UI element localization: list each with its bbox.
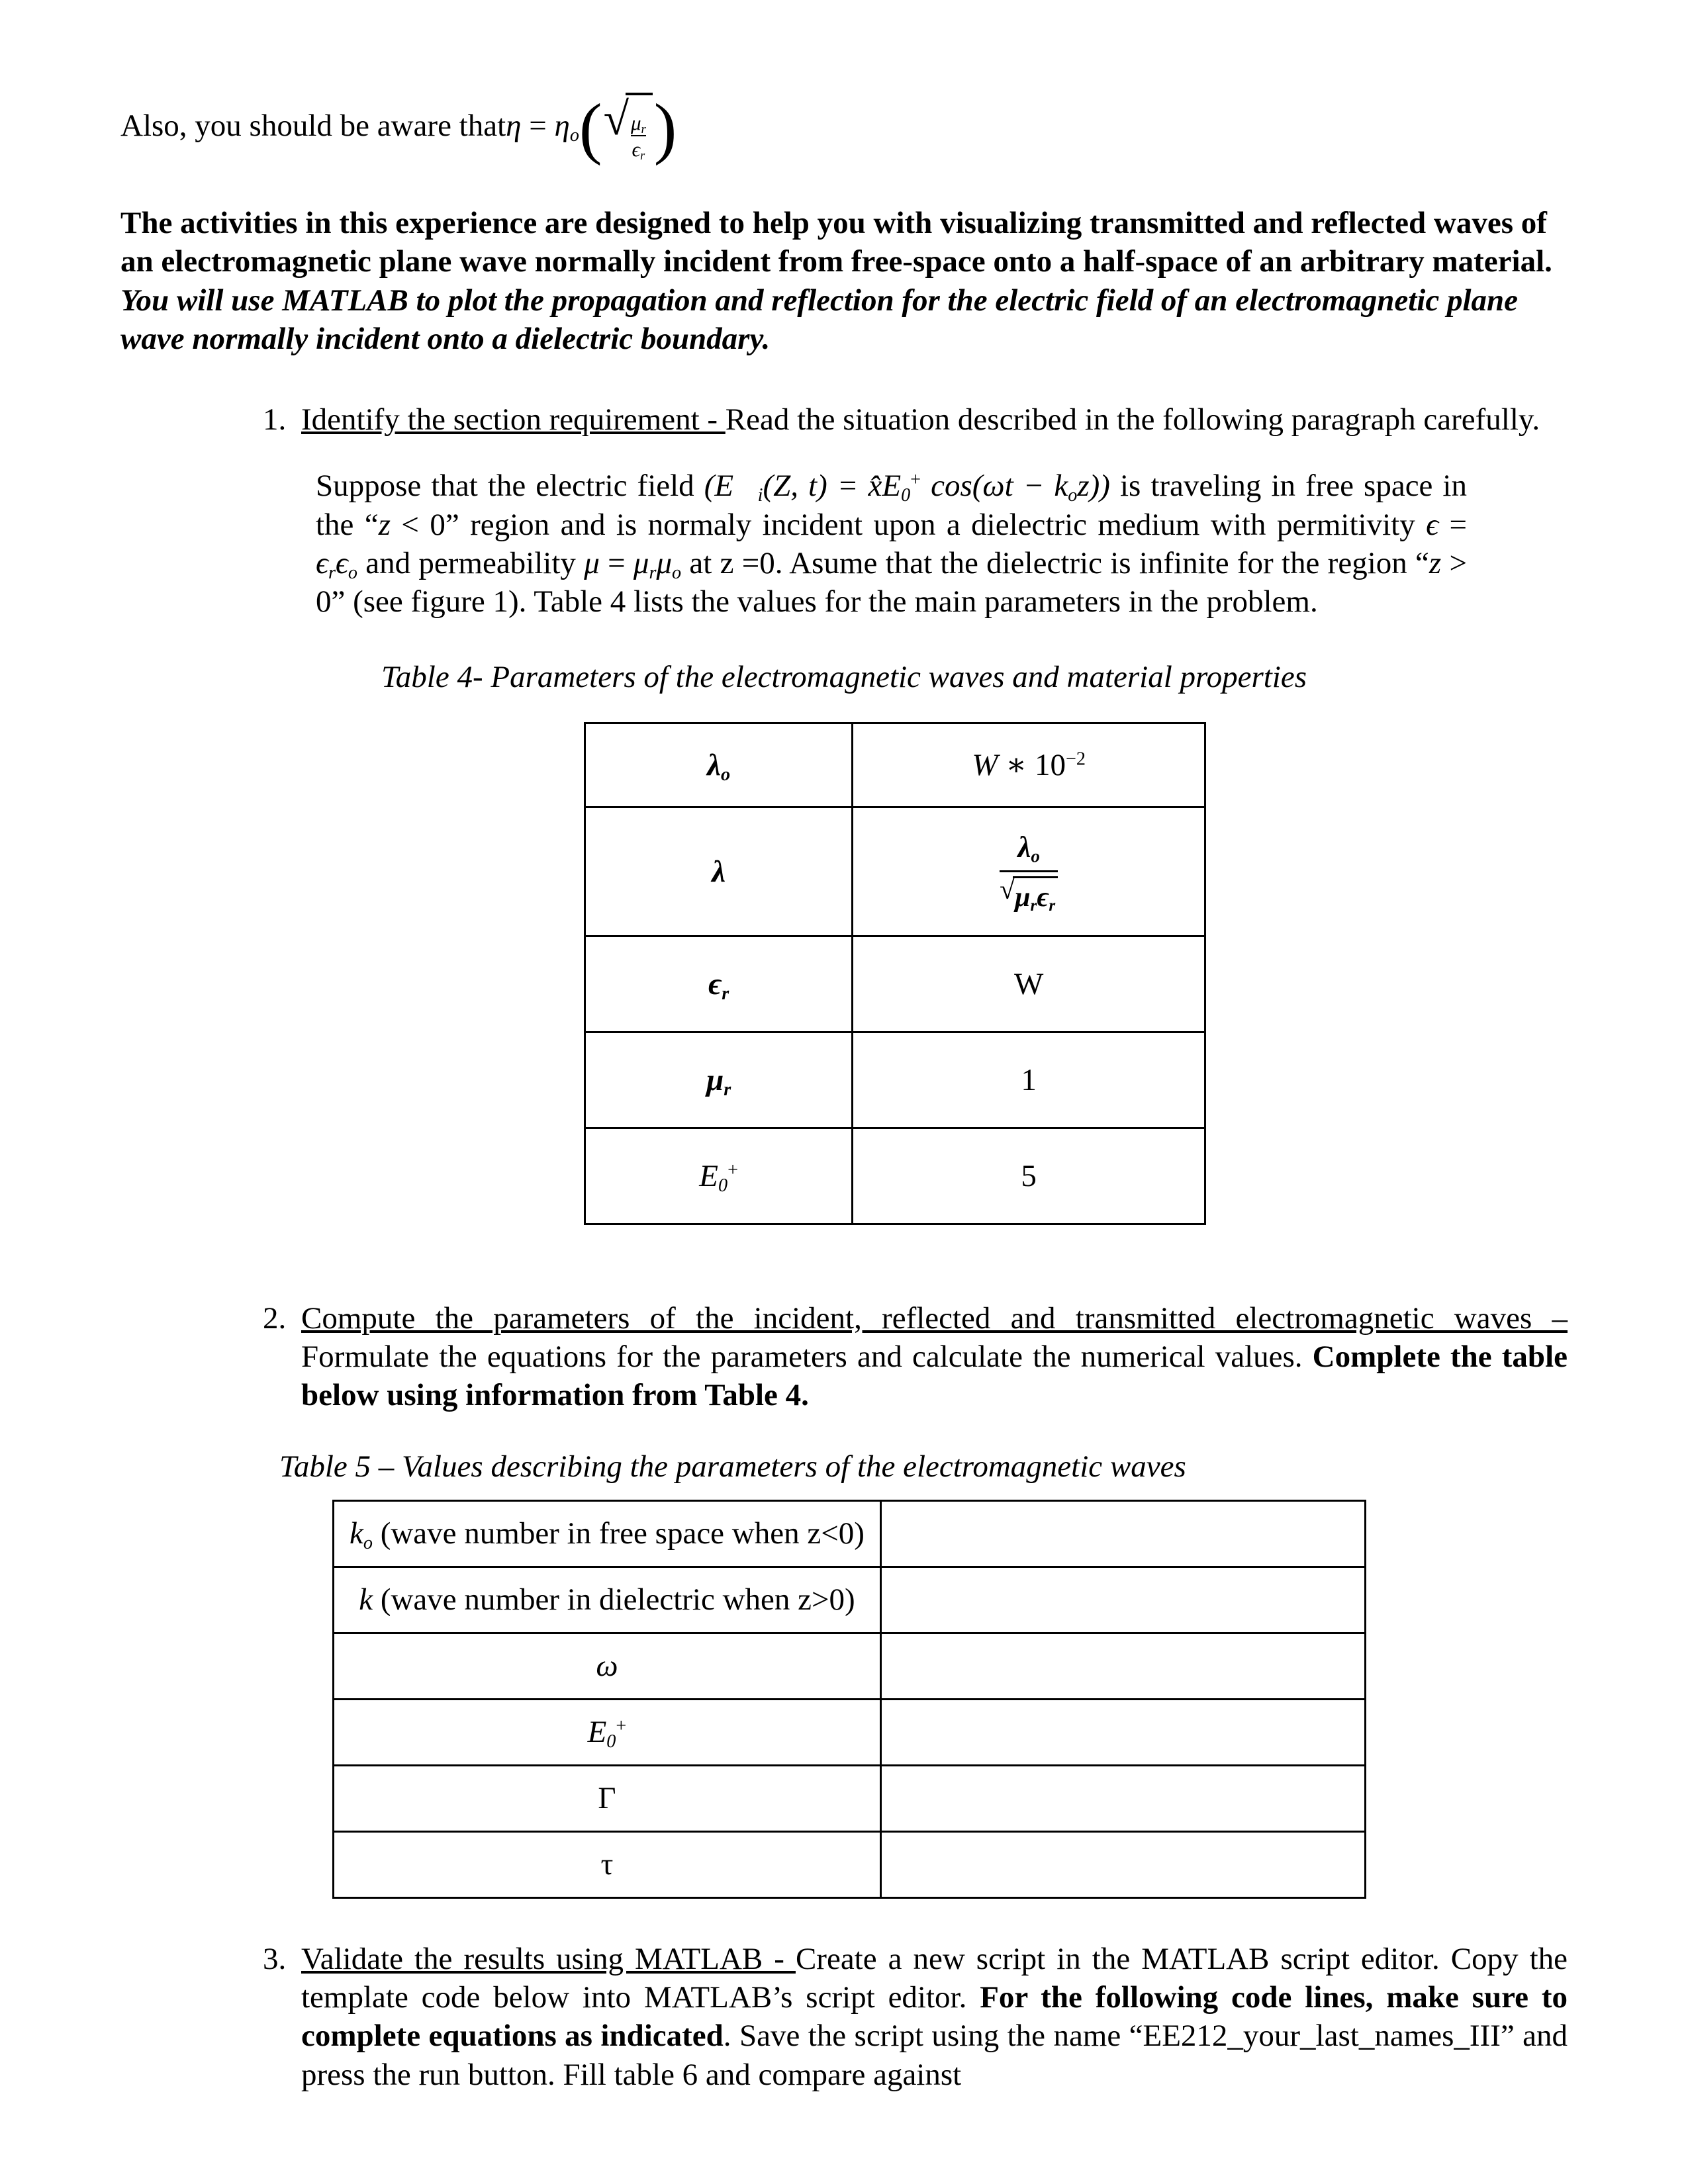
list-item-3 xyxy=(120,1940,1568,2094)
situation-paragraph: Suppose that the electric field ($E⃗_i(Z$, $t) = x̂E_0^+$ $\cos(\omega t - k_oz)$) is traveling in free space in the “z < 0” region and is normaly incident upon a dielectric medium with permitivity $\epsilon = \epsilon_r\epsilon_o$ and permeability $\mu = \mu_r\mu_o$ at z =0. Asume that the dielectric is infinite for the region “z > 0” (see figure 1). Table 4 lists the values for the main parameters in the problem. xyxy=(316,469,1467,619)
radical-sign: √ xyxy=(1000,875,1015,906)
param-value: W xyxy=(1013,966,1044,1001)
table-5-row xyxy=(334,1765,1366,1831)
item-3-text: Validate the results using MATLAB - Create a new script in the MATLAB script editor. Copy the template code below into MATLAB’s script editor. For the following code lines, make sure to complete equations as indicated. Save the script using the name “EE212_your_last_names_III” and press the run button. Fill table 6 and compare against xyxy=(301,1941,1568,2092)
value-cell-mu-r xyxy=(853,1032,1205,1128)
param-value: 1 xyxy=(1021,1062,1037,1097)
table-4-row xyxy=(585,807,1205,936)
radical-content xyxy=(626,93,653,161)
table-4-row xyxy=(585,936,1205,1032)
table-5-row xyxy=(334,1500,1366,1567)
eta-equation: $\eta = \eta_o$ xyxy=(506,108,579,146)
row-label: Γ xyxy=(598,1781,616,1816)
param-symbol: $\mu_r$ xyxy=(706,1062,731,1100)
lead-paragraph-bold-italic: You will use MATLAB to plot the propagation and reflection for the electric field of an electromagnetic plane wave normally incident onto a dielectric boundary. xyxy=(120,283,1519,356)
row-label: $k_o$ (wave number in free space when z<0) xyxy=(349,1516,865,1553)
answer-cell xyxy=(880,1831,1365,1897)
square-root xyxy=(604,93,653,161)
table-5-row xyxy=(334,1633,1366,1699)
item-2-text: Compute the parameters of the incident, reflected and transmitted electromagnetic waves – Formulate the equations for the parameters and calculate the numerical values. Complete the table below using information from Table 4. xyxy=(301,1300,1568,1413)
param-cell-mu-r xyxy=(585,1032,853,1128)
label-cell-e0 xyxy=(334,1699,881,1765)
row-label: ω xyxy=(596,1649,618,1684)
param-value: W ∗ $10^{-2}$ xyxy=(972,747,1086,782)
row-label: τ xyxy=(600,1847,614,1882)
table-4-row xyxy=(585,1128,1205,1224)
param-cell-lambda xyxy=(585,807,853,936)
answer-cell xyxy=(880,1765,1365,1831)
answer-cell xyxy=(880,1500,1365,1567)
param-symbol: $\lambda_o$ xyxy=(707,747,731,785)
value-cell-lambda-o xyxy=(853,723,1205,807)
radical-content: $\mu_r\epsilon_r$ xyxy=(1013,876,1058,915)
table-5-row xyxy=(334,1699,1366,1765)
mu-over-epsilon-fraction xyxy=(631,111,646,161)
lambda-fraction xyxy=(1000,829,1058,915)
param-value: 5 xyxy=(1021,1158,1037,1193)
table-4-row xyxy=(585,723,1205,807)
item-3-number: 3. xyxy=(263,1941,287,1976)
fraction-denominator xyxy=(1000,870,1058,915)
eta-formula-line: Also, you should be aware that $\eta = \eta_o$ ( √ $\frac{\mu_r}{\epsilon_r}$ ) xyxy=(120,90,677,166)
list-item-2 xyxy=(120,1299,1568,1415)
table-5-caption: Table 5 – Values describing the parameters of the electromagnetic waves xyxy=(279,1449,1186,1484)
formula-prefix-text: Also, you should be aware that xyxy=(120,108,506,143)
table-5-row xyxy=(334,1831,1366,1897)
lead-paragraph-bold: The activities in this experience are designed to help you with visualizing transmitted and reflected waves of an electromagnetic plane wave normally incident from free-space onto a half-space of an arbitrary material. xyxy=(120,206,1552,279)
item-1-number: 1. xyxy=(263,402,287,437)
label-cell-gamma xyxy=(334,1765,881,1831)
table-5-row xyxy=(334,1567,1366,1633)
param-cell-epsilon-r xyxy=(585,936,853,1032)
label-cell-tau xyxy=(334,1831,881,1897)
item-2-number: 2. xyxy=(263,1300,287,1336)
param-symbol: λ xyxy=(712,854,726,889)
value-cell-epsilon-r xyxy=(853,936,1205,1032)
row-label: k (wave number in dielectric when z>0) xyxy=(359,1582,855,1617)
table-4-caption: Table 4- Parameters of the electromagnetic waves and material properties xyxy=(381,660,1307,695)
value-cell-lambda xyxy=(853,807,1205,936)
label-cell-ko xyxy=(334,1500,881,1567)
answer-cell xyxy=(880,1699,1365,1765)
item-1-text: Identify the section requirement - Read the situation described in the following paragraph carefully. xyxy=(301,402,1540,437)
param-symbol: $E_0^+$ xyxy=(699,1158,739,1196)
answer-cell xyxy=(880,1633,1365,1699)
list-item-1 xyxy=(120,400,1568,439)
row-label: $E_0^+$ xyxy=(587,1715,627,1752)
fraction-numerator: $\mu_r$ xyxy=(630,111,646,137)
radical-sign: √ xyxy=(603,94,629,146)
table-5 xyxy=(332,1500,1366,1899)
param-cell-lambda-o xyxy=(585,723,853,807)
label-cell-omega xyxy=(334,1633,881,1699)
table-4 xyxy=(584,722,1206,1225)
param-cell-e0 xyxy=(585,1128,853,1224)
label-cell-k xyxy=(334,1567,881,1633)
value-cell-e0 xyxy=(853,1128,1205,1224)
fraction-denominator: $\epsilon_r$ xyxy=(631,135,646,161)
table-4-row xyxy=(585,1032,1205,1128)
answer-cell xyxy=(880,1567,1365,1633)
fraction-numerator: $\lambda_o$ xyxy=(1017,831,1040,866)
param-symbol: $\epsilon_r$ xyxy=(708,966,729,1004)
